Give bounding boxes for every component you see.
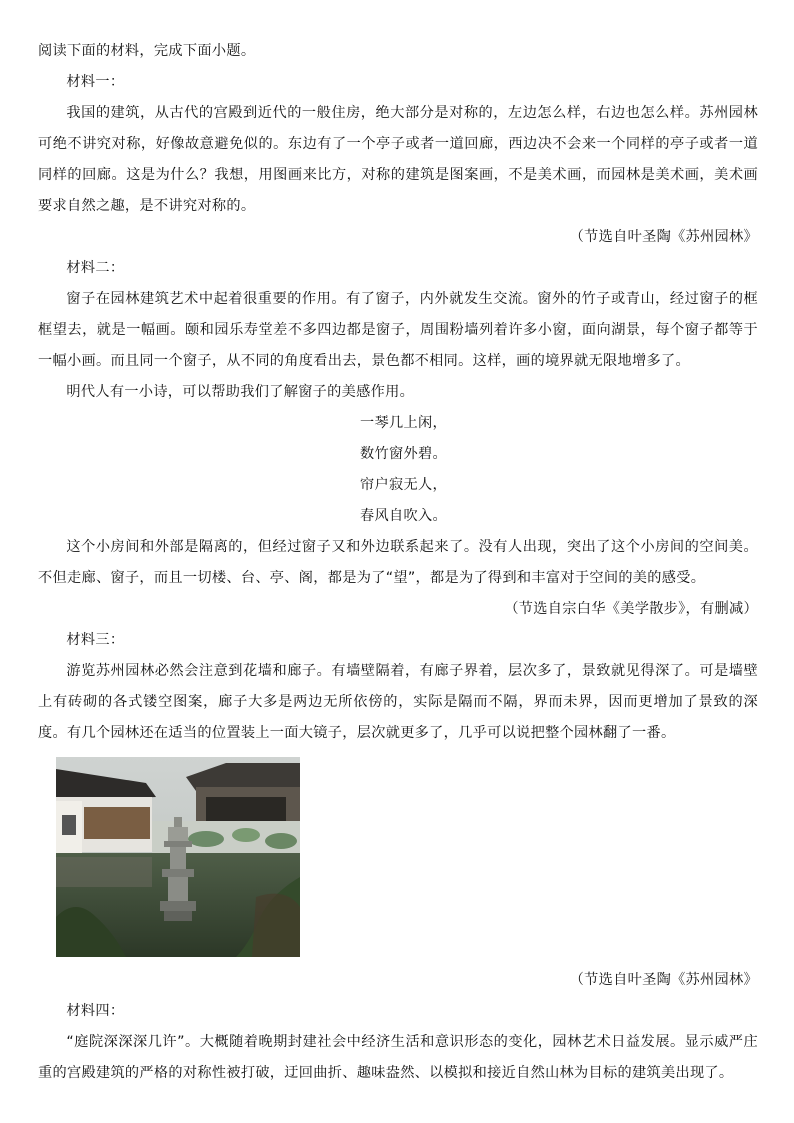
material3-heading: 材料三：	[66, 632, 125, 648]
material1-source: （节选自叶圣陶《苏州园林》	[569, 229, 758, 245]
poem-line: 春风自吹入。	[360, 508, 447, 524]
material4-heading: 材料四：	[66, 1003, 125, 1019]
material2-heading: 材料二：	[66, 260, 125, 276]
poem-line: 一琴几上闲，	[360, 415, 447, 431]
poem-line: 数竹窗外碧。	[360, 446, 447, 462]
material2-paragraph2: 明代人有一小诗，可以帮助我们了解窗子的美感作用。	[66, 384, 415, 400]
material2-paragraph1: 窗子在园林建筑艺术中起着很重要的作用。有了窗子，内外就发生交流。窗外的竹子或青山，经过窗子的框框望去，就是一幅画。颐和园乐寿堂差不多四边都是窗子，周围粉墙列着许多小窗，面向湖景，每个窗子都等于一幅小画。而且同一个窗子，从不同的角度看出去，景色都不相同。这样，画的境界就无限地增多了。	[38, 291, 758, 369]
instruction: 阅读下面的材料，完成下面小题。	[38, 43, 256, 59]
poem	[38, 408, 758, 532]
garden-photo	[56, 757, 300, 957]
material1-paragraph: 我国的建筑，从古代的宫殿到近代的一般住房，绝大部分是对称的，左边怎么样，右边也怎么样。苏州园林可绝不讲究对称，好像故意避免似的。东边有了一个亭子或者一道回廊，西边决不会来一个同样的亭子或者一道同样的回廊。这是为什么？我想，用图画来比方，对称的建筑是图案画，不是美术画，而园林是美术画，美术画要求自然之趣，是不讲究对称的。	[38, 105, 758, 214]
material3-paragraph: 游览苏州园林必然会注意到花墙和廊子。有墙壁隔着，有廊子界着，层次多了，景致就见得深了。可是墙壁上有砖砌的各式镂空图案，廊子大多是两边无所依傍的，实际是隔而不隔，界而未界，因而更增加了景致的深度。有几个园林还在适当的位置装上一面大镜子，层次就更多了，几乎可以说把整个园林翻了一番。	[38, 663, 758, 741]
material4-paragraph: “庭院深深深几许”。大概随着晚期封建社会中经济生活和意识形态的变化，园林艺术日益发展。显示威严庄重的宫殿建筑的严格的对称性被打破，迂回曲折、趣味盎然、以模拟和接近自然山林为目标的建筑美出现了。	[38, 1034, 758, 1081]
poem-line: 帘户寂无人，	[360, 477, 447, 493]
document-page	[38, 36, 758, 1089]
material2-paragraph3: 这个小房间和外部是隔离的，但经过窗子又和外边联系起来了。没有人出现，突出了这个小房间的空间美。不但走廊、窗子，而且一切楼、台、亭、阁，都是为了“望”，都是为了得到和丰富对于空间的美的感受。	[38, 539, 758, 586]
material1-heading: 材料一：	[66, 74, 125, 90]
garden-photo-image	[56, 757, 300, 957]
material2-source: （节选自宗白华《美学散步》，有删减）	[504, 601, 758, 617]
material3-source: （节选自叶圣陶《苏州园林》	[569, 972, 758, 988]
